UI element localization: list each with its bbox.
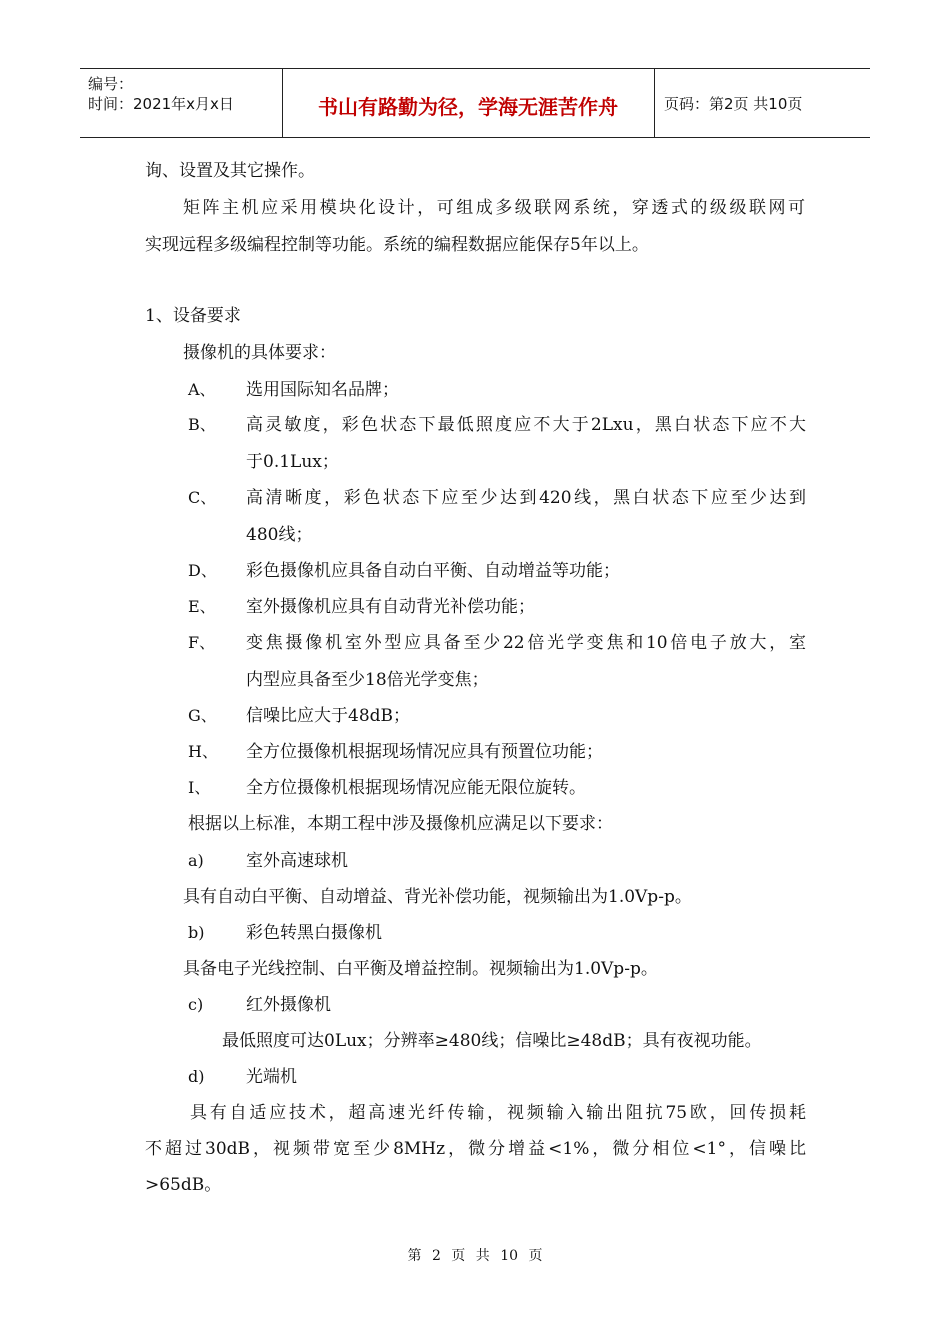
list-item-text: 内型应具备至少18倍光学变焦； — [246, 670, 489, 690]
list-marker: G、 — [188, 706, 217, 725]
motto-text: 书山有路勤为径，学海无涯苦作舟 — [318, 95, 618, 119]
standard-intro: 根据以上标准，本期工程中涉及摄像机应满足以下要求： — [188, 814, 613, 834]
header-page-cell — [654, 69, 870, 137]
list-marker: E、 — [188, 597, 216, 616]
sub-item-title: 室外高速球机 — [246, 851, 348, 871]
sub-item-title: 光端机 — [246, 1067, 297, 1087]
section-title: 1、设备要求 — [145, 306, 241, 326]
sub-item-desc: >65dB。 — [145, 1175, 222, 1195]
sub-item-desc: 具有自动白平衡、自动增益、背光补偿功能，视频输出为1.0Vp-p。 — [183, 887, 692, 907]
list-marker: D、 — [188, 561, 217, 580]
list-item-text: 高清晰度，彩色状态下应至少达到420线，黑白状态下应至少达到 — [246, 488, 806, 508]
sub-item-desc: 不超过30dB，视频带宽至少8MHz，微分增益<1%，微分相位<1°，信噪比 — [145, 1139, 806, 1159]
sub-item-desc: 具备电子光线控制、白平衡及增益控制。视频输出为1.0Vp-p。 — [183, 959, 658, 979]
list-item-text: 室外摄像机应具有自动背光补偿功能； — [246, 597, 535, 617]
list-marker: C、 — [188, 488, 217, 507]
paragraph-line: 实现远程多级编程控制等功能。系统的编程数据应能保存5年以上。 — [145, 235, 649, 255]
camera-intro: 摄像机的具体要求： — [183, 343, 336, 363]
header-meta-cell — [80, 69, 283, 137]
list-marker: A、 — [188, 380, 216, 399]
sub-item-desc: 具有自适应技术，超高速光纤传输，视频输入输出阻抗75欧，回传损耗 — [190, 1103, 806, 1123]
list-item-text: 选用国际知名品牌； — [246, 380, 399, 400]
header-motto-cell — [282, 69, 655, 137]
list-item-text: 全方位摄像机根据现场情况应能无限位旋转。 — [246, 778, 586, 798]
page-header — [80, 68, 870, 138]
page-footer: 第 2 页 共 10 页 — [407, 1248, 543, 1264]
sub-item-desc: 最低照度可达0Lux；分辨率≥480线；信噪比≥48dB；具有夜视功能。 — [222, 1031, 762, 1051]
list-item-text: 变焦摄像机室外型应具备至少22倍光学变焦和10倍电子放大，室 — [246, 633, 806, 653]
sub-list-marker: c) — [188, 995, 204, 1014]
list-item-text: 于0.1Lux； — [246, 452, 339, 472]
page-info: 页码：第2页 共10页 — [664, 95, 803, 113]
sub-list-marker: d) — [188, 1067, 205, 1086]
sub-item-title: 彩色转黑白摄像机 — [246, 923, 382, 943]
list-marker: H、 — [188, 742, 218, 761]
paragraph-line: 矩阵主机应采用模块化设计，可组成多级联网系统，穿透式的级级联网可 — [183, 198, 805, 218]
sub-list-marker: b) — [188, 923, 205, 942]
list-item-text: 彩色摄像机应具备自动白平衡、自动增益等功能； — [246, 561, 620, 581]
sub-list-marker: a) — [188, 851, 204, 870]
number-label: 编号： — [88, 75, 134, 93]
list-item-text: 信噪比应大于48dB； — [246, 706, 411, 726]
list-marker: F、 — [188, 633, 216, 652]
time-label: 时间：2021年x月x日 — [88, 95, 234, 113]
list-marker: B、 — [188, 415, 216, 434]
list-item-text: 高灵敏度，彩色状态下最低照度应不大于2Lxu，黑白状态下应不大 — [246, 415, 806, 435]
paragraph-continuation: 询、设置及其它操作。 — [145, 161, 315, 181]
list-item-text: 480线； — [246, 525, 313, 545]
list-item-text: 全方位摄像机根据现场情况应具有预置位功能； — [246, 742, 603, 762]
sub-item-title: 红外摄像机 — [246, 995, 331, 1015]
list-marker: I、 — [188, 778, 211, 797]
